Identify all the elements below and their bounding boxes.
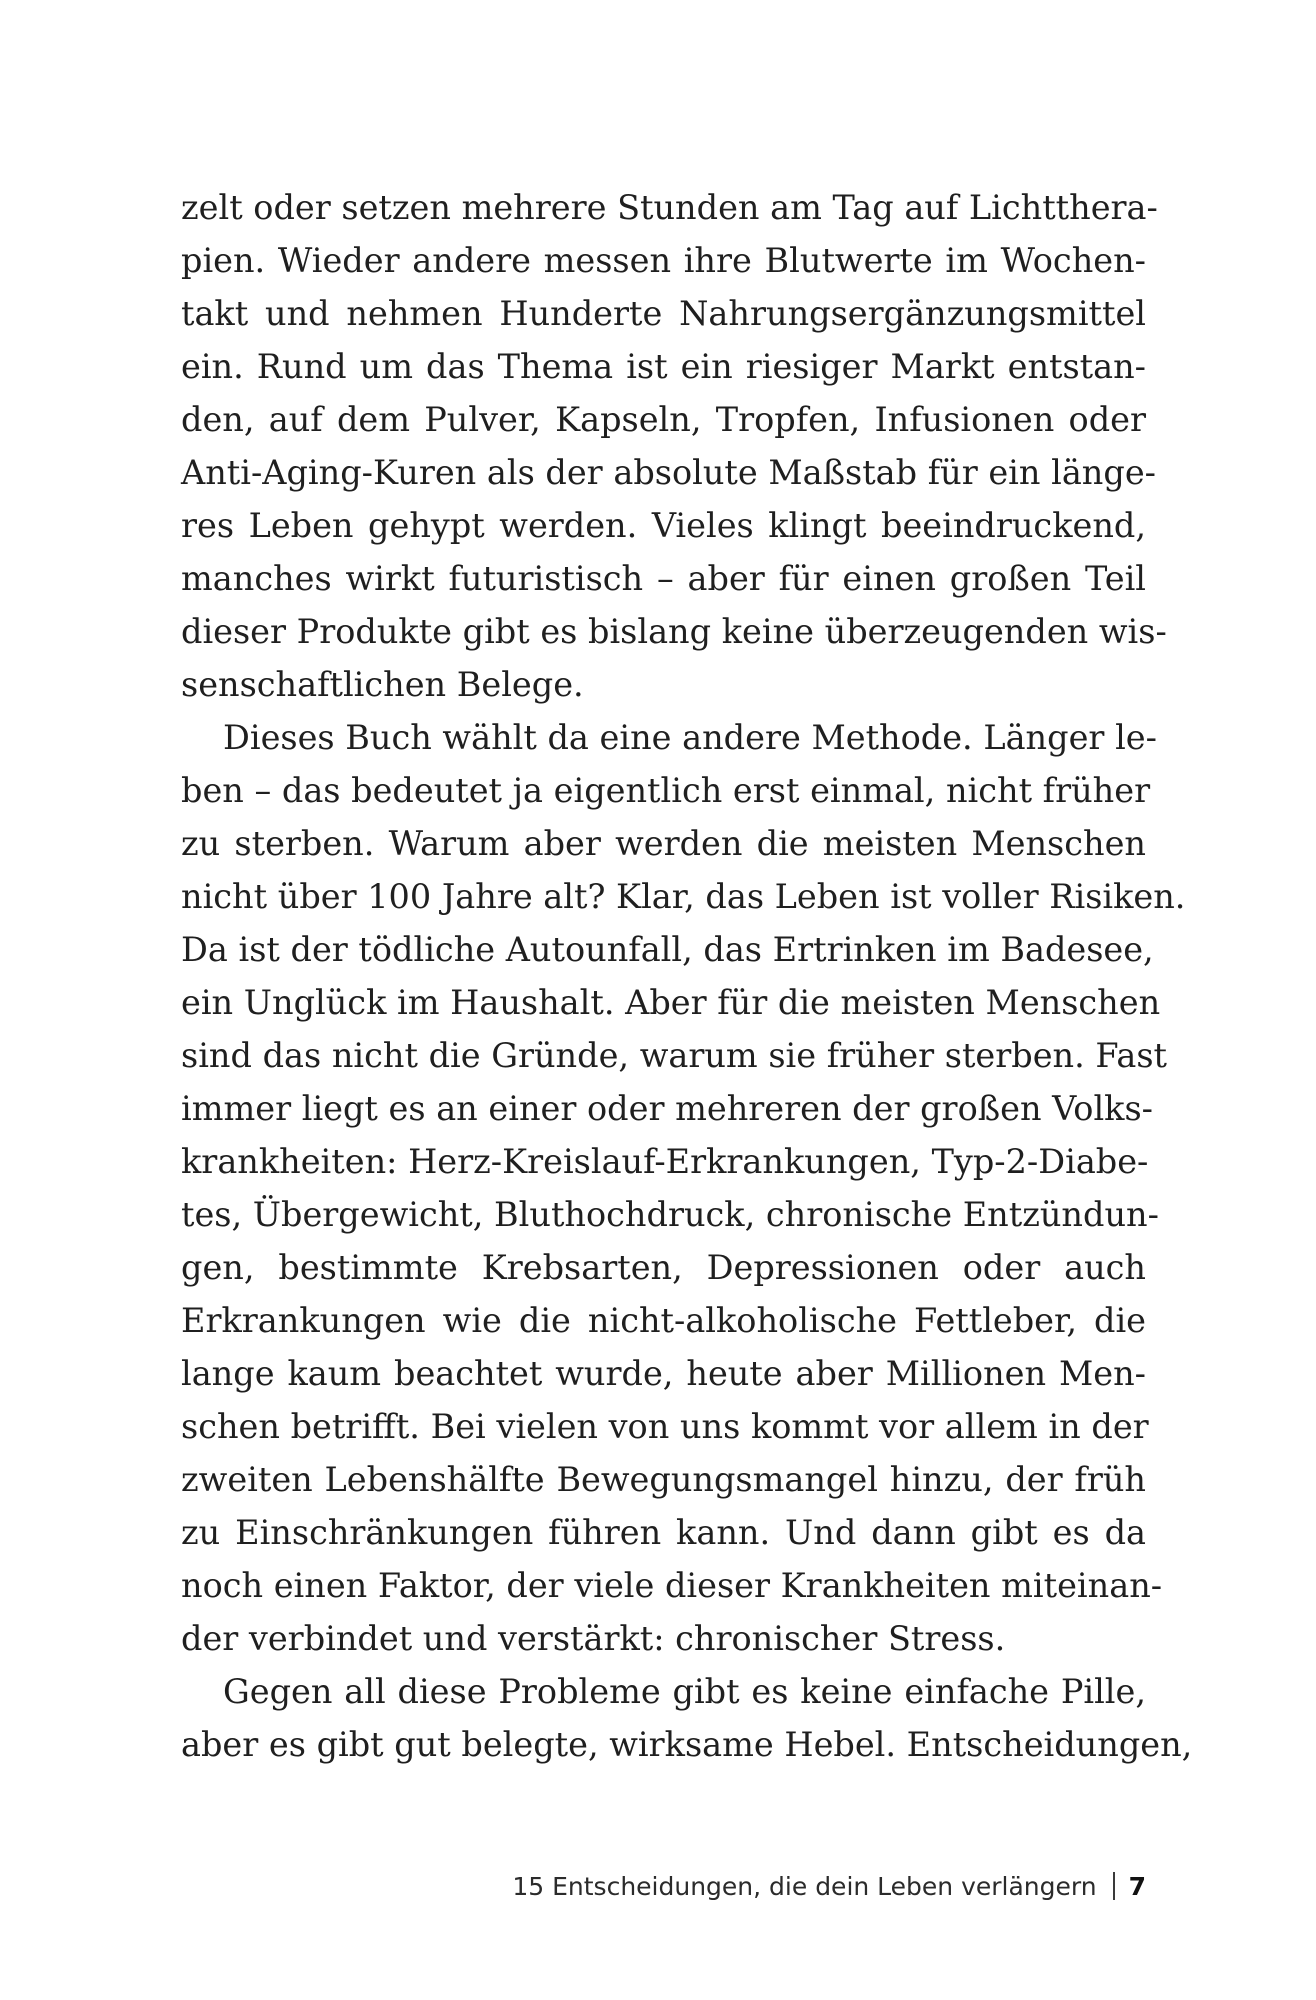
text-line: dieser Produkte gibt es bislang keine überzeugenden wis- bbox=[181, 612, 1167, 651]
text-line: ein. Rund um das Thema ist ein riesiger Markt entstan- bbox=[181, 347, 1146, 386]
text-line: Da ist der tödliche Autounfall, das Ertrinken im Badesee, bbox=[181, 930, 1154, 969]
page-number: 7 bbox=[1128, 1871, 1146, 1901]
text-line: pien. Wieder andere messen ihre Blutwerte im Wochen- bbox=[181, 241, 1146, 280]
text-line: der verbindet und verstärkt: chronischer Stress. bbox=[181, 1619, 1006, 1658]
text-line: immer liegt es an einer oder mehreren der großen Volks- bbox=[181, 1089, 1153, 1128]
text-line: gen, bestimmte Krebsarten, Depressionen oder auch bbox=[181, 1248, 1146, 1287]
text-line: krankheiten: Herz-Kreislauf-Erkrankungen, Typ-2-Diabe- bbox=[181, 1142, 1149, 1181]
running-title: 15 Entscheidungen, die dein Leben verlängern bbox=[512, 1871, 1097, 1901]
text-line: noch einen Faktor, der viele dieser Krankheiten miteinan- bbox=[181, 1566, 1163, 1605]
text-line: Erkrankungen wie die nicht-alkoholische Fettleber, die bbox=[181, 1301, 1146, 1340]
text-line: Anti-Aging-Kuren als der absolute Maßstab für ein länge- bbox=[181, 453, 1156, 492]
text-line: zweiten Lebenshälfte Bewegungsmangel hinzu, der früh bbox=[181, 1460, 1146, 1499]
text-line: res Leben gehypt werden. Vieles klingt beeindruckend, bbox=[181, 506, 1146, 545]
text-line: senschaftlichen Belege. bbox=[181, 665, 584, 704]
text-line: ben – das bedeutet ja eigentlich erst einmal, nicht früher bbox=[181, 771, 1151, 810]
text-line: schen betrifft. Bei vielen von uns kommt vor allem in der bbox=[181, 1407, 1149, 1446]
text-line: tes, Übergewicht, Bluthochdruck, chronische Entzündun- bbox=[181, 1195, 1159, 1234]
text-line: Dieses Buch wählt da eine andere Methode. Länger le- bbox=[223, 718, 1157, 757]
text-line: aber es gibt gut belegte, wirksame Hebel. Entscheidungen, bbox=[181, 1725, 1193, 1764]
text-line: ein Unglück im Haushalt. Aber für die meisten Menschen bbox=[181, 983, 1161, 1022]
text-line: nicht über 100 Jahre alt? Klar, das Leben ist voller Risiken. bbox=[181, 877, 1186, 916]
body-text bbox=[181, 181, 1193, 1771]
text-line: sind das nicht die Gründe, warum sie früher sterben. Fast bbox=[181, 1036, 1168, 1075]
footer-divider bbox=[1113, 1872, 1115, 1900]
text-line: zu Einschränkungen führen kann. Und dann gibt es da bbox=[181, 1513, 1146, 1552]
page-footer bbox=[512, 1868, 1146, 1904]
text-line: lange kaum beachtet wurde, heute aber Millionen Men- bbox=[181, 1354, 1146, 1393]
text-line: manches wirkt futuristisch – aber für einen großen Teil bbox=[181, 559, 1146, 598]
text-line: takt und nehmen Hunderte Nahrungsergänzungsmittel bbox=[181, 294, 1146, 333]
text-line: den, auf dem Pulver, Kapseln, Tropfen, Infusionen oder bbox=[181, 400, 1146, 439]
text-line: Gegen all diese Probleme gibt es keine einfache Pille, bbox=[223, 1672, 1146, 1711]
text-line: zu sterben. Warum aber werden die meisten Menschen bbox=[181, 824, 1146, 863]
text-line: zelt oder setzen mehrere Stunden am Tag auf Lichtthera- bbox=[181, 188, 1158, 227]
